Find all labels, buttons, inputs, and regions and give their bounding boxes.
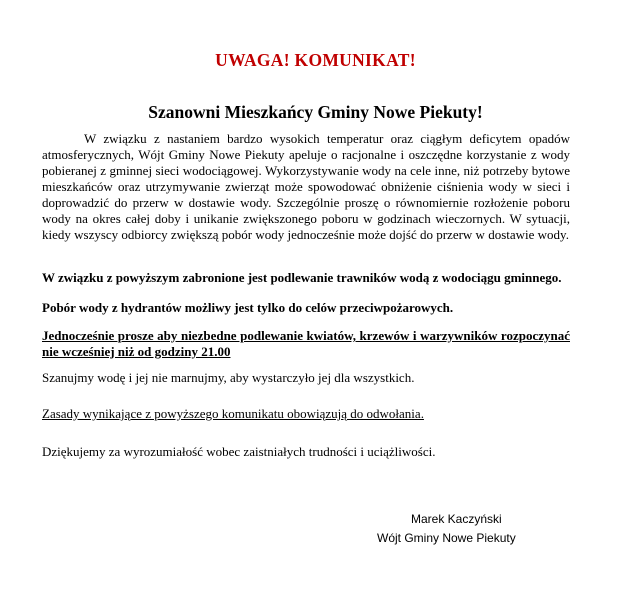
lawn-watering-ban: W związku z powyższym zabronione jest podlewanie trawników wodą z wodociągu gminnego. — [42, 270, 562, 285]
notice-salutation: Szanowni Mieszkańcy Gminy Nowe Piekuty! — [148, 102, 483, 122]
watering-hours-request: Jednocześnie prosze aby niezbedne podlewanie kwiatów, krzewów i warzywników rozpoczynać nie wcześniej niż od godziny 21.00 — [42, 328, 570, 359]
notice-headline: UWAGA! KOMUNIKAT! — [215, 50, 416, 70]
signature-role: Wójt Gminy Nowe Piekuty — [377, 531, 516, 545]
rules-validity: Zasady wynikające z powyższego komunikatu obowiązują do odwołania. — [42, 406, 424, 421]
save-water-appeal: Szanujmy wodę i jej nie marnujmy, aby wystarczyło jej dla wszystkich. — [42, 370, 415, 385]
hydrant-restriction: Pobór wody z hydrantów możliwy jest tylko do celów przeciwpożarowych. — [42, 300, 454, 315]
signature-name: Marek Kaczyński — [411, 512, 502, 526]
intro-paragraph: W związku z nastaniem bardzo wysokich temperatur oraz ciągłym deficytem opadów atmosferycznych, Wójt Gminy Nowe Piekuty apeluje o racjonalne i oszczędne korzystanie z wody pobieranej z gminnej sieci wodociągowej. Wykorzystywanie wody na cele inne, niż potrzeby bytowe mieszkańców oraz utrzymywanie zwierząt może spowodować obniżenie ciśnienia wody w sieci i doprowadzić do przerw w dostawie wody. Szczególnie proszę o równomiernie rozłożenie poboru wody na okres całej doby i unikanie zwiększonego poboru w godzinach wieczornych. W sytuacji, kiedy wszyscy odbiorcy zwiększą pobór wody jednocześnie może dojść do przerw w dostawie wody. — [42, 131, 570, 242]
thanks-paragraph: Dziękujemy za wyrozumiałość wobec zaistniałych trudności i uciążliwości. — [42, 444, 436, 459]
